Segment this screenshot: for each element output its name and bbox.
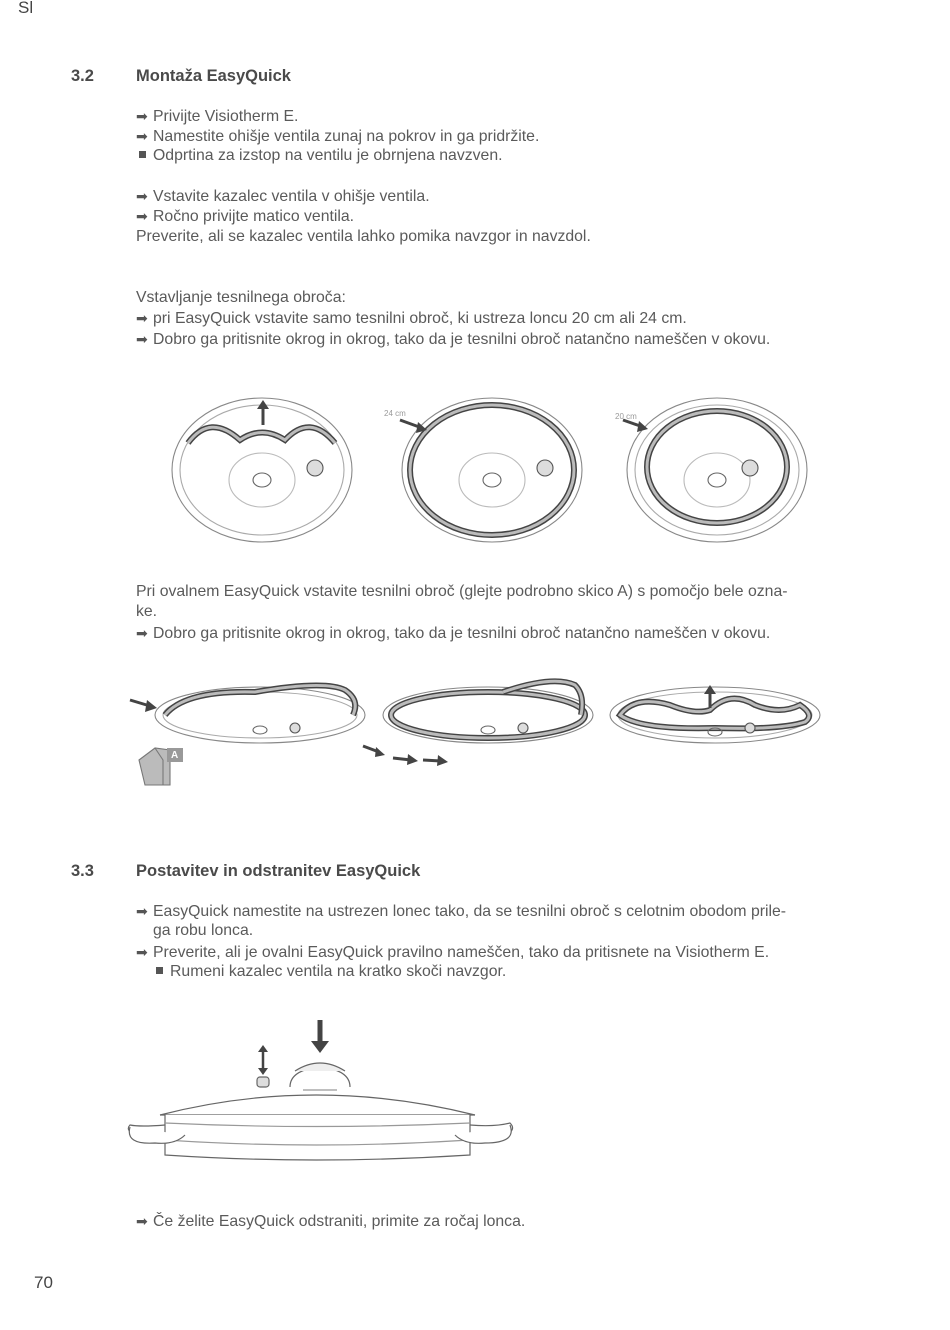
detail-label-a: A (171, 750, 179, 761)
size-label-24: 24 cm (384, 409, 406, 418)
instruction-line: ➡ pri EasyQuick vstavite samo tesnilni obroč, ki ustreza loncu 20 cm ali 24 cm. (136, 310, 687, 327)
instruction-line: ➡ Privijte Visiotherm E. (136, 108, 299, 125)
oval-lid-illustration-1 (130, 685, 365, 785)
arrow-icon: ➡ (136, 108, 148, 124)
text-line: Preverite, ali se kazalec ventila lahko pomika navzgor in navzdol. (136, 228, 591, 245)
section-title: Montaža EasyQuick (136, 67, 291, 85)
text-line: Pri ovalnem EasyQuick vstavite tesnilni obroč (glejte podrobno skico A) s pomočjo bele ozna- (136, 583, 788, 600)
instruction-line: ➡ Namestite ohišje ventila zunaj na pokrov in ga pridržite. (136, 128, 540, 145)
instruction-line: ➡ Vstavite kazalec ventila v ohišje ventila. (136, 188, 430, 205)
instruction-line: ➡ Če želite EasyQuick odstraniti, primite za ročaj lonca. (136, 1213, 526, 1230)
arrow-icon: ➡ (136, 625, 148, 641)
instruction-line: ➡ Ročno privijte matico ventila. (136, 208, 355, 225)
round-lid-figures (170, 395, 790, 545)
arrow-icon: ➡ (136, 310, 148, 326)
instruction-line: ➡ EasyQuick namestite na ustrezen lonec tako, da se tesnilni obroč s celotnim obodom prile- (136, 903, 787, 920)
arrow-icon: ➡ (136, 944, 148, 960)
instruction-line: ➡ Preverite, ali je ovalni EasyQuick pravilno nameščen, tako da pritisnete na Visiotherm E. (136, 944, 770, 961)
result-line: Odprtina za izstop na ventilu je obrnjena navzven. (136, 146, 503, 166)
arrow-icon: ➡ (136, 128, 148, 144)
arrow-icon: ➡ (136, 331, 148, 347)
result-line: Rumeni kazalec ventila na kratko skoči navzgor. (153, 962, 506, 982)
oval-lid-illustration-2 (363, 681, 593, 766)
lid-illustration-1 (172, 398, 352, 542)
oval-lid-figures (125, 670, 825, 795)
section-number: 3.2 (71, 67, 94, 85)
lid-illustration-2 (400, 398, 582, 542)
arrow-icon: ➡ (136, 1213, 148, 1229)
section-title: Postavitev in odstranitev EasyQuick (136, 862, 421, 880)
text-line: Vstavljanje tesnilnega obroča: (136, 289, 346, 306)
section-number: 3.3 (71, 862, 94, 880)
page-number: 70 (34, 1273, 53, 1292)
pot-illustration (125, 1015, 525, 1175)
lid-illustration-3 (623, 398, 807, 542)
text-line: ke. (136, 603, 158, 620)
instruction-line: ➡ Dobro ga pritisnite okrog in okrog, tako da je tesnilni obroč natančno nameščen v okovu. (136, 331, 771, 348)
size-label-20: 20 cm (615, 412, 637, 421)
arrow-icon: ➡ (136, 188, 148, 204)
arrow-icon: ➡ (136, 208, 148, 224)
oval-lid-illustration-3 (610, 685, 820, 743)
language-code: Sl (18, 0, 34, 17)
text-line: ga robu lonca. (153, 922, 254, 939)
instruction-line: ➡ Dobro ga pritisnite okrog in okrog, tako da je tesnilni obroč natančno nameščen v okovu. (136, 625, 771, 642)
square-bullet-icon (153, 962, 170, 982)
arrow-icon: ➡ (136, 903, 148, 919)
square-bullet-icon (136, 146, 153, 166)
